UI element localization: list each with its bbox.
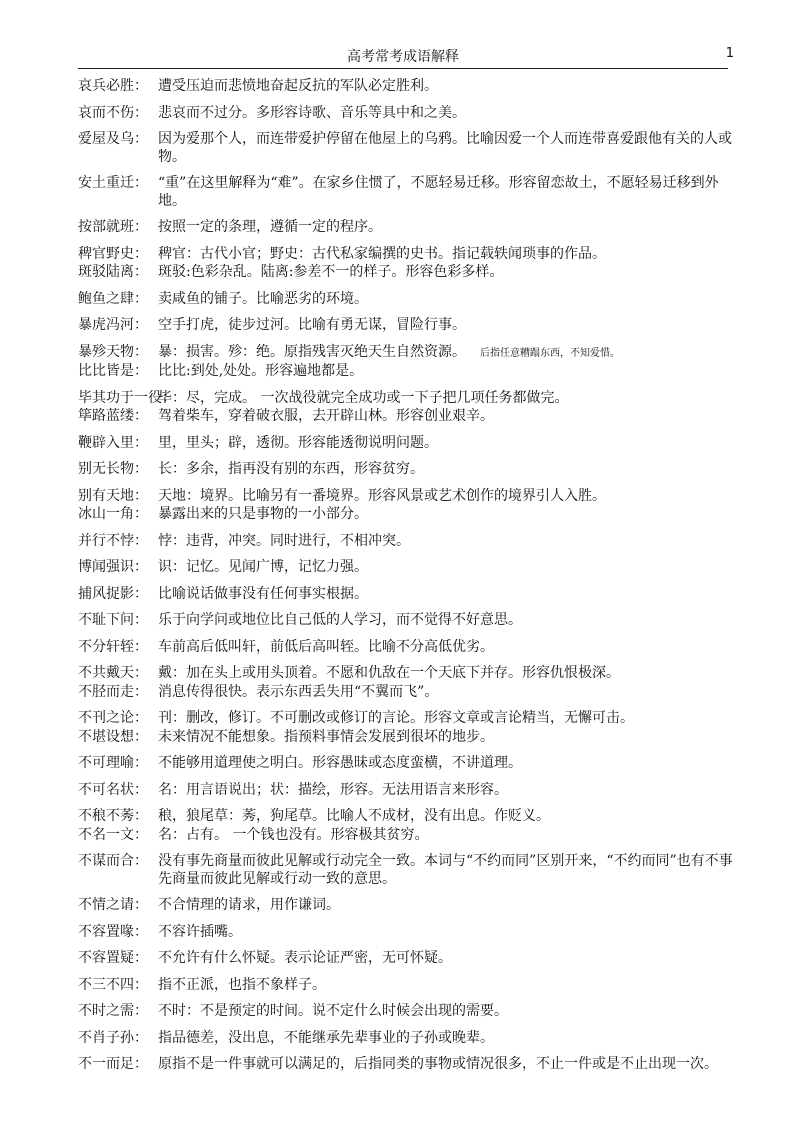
idiom-definition: “重”在这里解释为“难”。在家乡住惯了，不愿轻易迁移。形容留恋故土，不愿轻易迁移到外地。 [158,175,719,209]
idiom-entry [78,291,738,309]
idiom-term: 不情之请： [78,897,148,913]
idiom-definition: 原指不是一件事就可以满足的，后指同类的事物或情况很多，不止一件或是不止出现一次。 [158,1056,718,1072]
idiom-term: 不容置喙： [78,923,148,940]
idiom-definition: 不能够用道理使之明白。形容愚昧或态度蛮横，不讲道理。 [158,755,522,771]
idiom-definition: 稂，狼尾草：莠，狗尾草。比喻人不成材，没有出息。作贬义。 [158,808,550,824]
idiom-definition: 长：多余，指再没有别的东西，形容贫穷。 [158,461,424,477]
idiom-term: 博闻强识： [78,559,148,575]
idiom-definition: 名：占有。 一个钱也没有。形容极其贫穷。 [158,826,429,843]
idiom-definition: 悲哀而不过分。多形容诗歌、音乐等具中和之美。 [158,104,466,121]
idiom-entry [78,755,738,773]
idiom-entry [78,131,738,166]
idiom-entry [78,78,738,96]
idiom-entry [78,950,738,968]
idiom-entry [78,264,738,282]
idiom-term: 比比皆是： [78,363,148,379]
idiom-definition: 没有事先商量而彼此见解或行动完全一致。本词与“不约而同”区别开来，“不约而同”也有不事先商量而彼此见解或行动一致的意思。 [158,853,733,887]
idiom-definition: 识：记忆。见闻广博，记忆力强。 [158,559,368,575]
idiom-definition: 比比:到处,处处。形容遍地都是。 [158,363,364,379]
idiom-definition: 斑驳:色彩杂乱。陆离:参差不一的样子。形容色彩多样。 [158,264,504,280]
idiom-definition: 不合情理的请求，用作谦词。 [158,897,340,913]
idiom-term: 别有天地： [78,487,148,504]
idiom-term: 不容置疑： [78,950,148,966]
idiom-term: 安土重迁： [78,175,148,191]
idiom-definition: 消息传得很快。表示东西丢失用“不翼而飞”。 [158,683,439,700]
idiom-term: 毕其功于一役： [78,389,176,406]
idiom-term: 稗官野史： [78,245,148,262]
idiom-definition: 天地：境界。比喻另有一番境界。形容风景或艺术创作的境界引人入胜。 [158,487,606,504]
idiom-term: 不共戴天： [78,665,148,681]
idiom-entry [78,175,738,210]
idiom-entry [78,897,738,915]
page-header [78,44,734,69]
idiom-term: 筚路蓝缕： [78,408,148,424]
idiom-term: 不名一文： [78,826,148,843]
idiom-term: 不刊之论： [78,710,148,726]
idiom-entry [78,639,738,657]
idiom-entry [78,317,738,335]
idiom-definition: 比喻说话做事没有任何事实根据。 [158,585,368,602]
idiom-definition: 不时：不是预定的时间。说不定什么时候会出现的需要。 [158,1003,508,1019]
idiom-entry [78,684,738,702]
idiom-definition: 因为爱那个人，而连带爱护停留在他屋上的乌鸦。比喻因爱一个人而连带喜爱跟他有关的人或物。 [158,131,732,165]
idiom-definition: 空手打虎，徒步过河。比喻有勇无谋，冒险行事。 [158,317,466,333]
idiom-term: 不谋而合： [78,853,148,869]
definition-note: 后指任意糟蹋东西，不知爱惜。 [480,347,620,359]
idiom-entry [78,488,738,506]
idiom-term: 不稂不莠： [78,808,148,824]
idiom-definition: 指品德差，没出息，不能继承先辈事业的子孙或晚辈。 [158,1029,494,1046]
idiom-entry [78,612,738,630]
idiom-entry [78,977,738,995]
idiom-term: 暴殄天物： [78,343,148,360]
idiom-entry [78,105,738,123]
idiom-term: 捕风捉影： [78,585,148,602]
idiom-entry [78,853,738,888]
idiom-definition: 未来情况不能想象。指预料事情会发展到很坏的地步。 [158,728,494,745]
idiom-entry [78,559,738,577]
idiom-list [78,78,738,1083]
idiom-term: 不可理喻： [78,755,148,771]
idiom-definition: 卖咸鱼的铺子。比喻恶劣的环境。 [158,290,368,307]
idiom-term: 不胫而走： [78,683,148,700]
idiom-term: 不耻下问： [78,612,148,628]
idiom-term: 不时之需： [78,1003,148,1019]
idiom-entry [78,827,738,845]
idiom-entry [78,1003,738,1021]
idiom-entry [78,408,738,426]
idiom-term: 鞭辟入里： [78,434,148,451]
idiom-definition: 不容许插嘴。 [158,923,242,940]
idiom-term: 不分轩轾： [78,638,148,655]
page-title: 高考常考成语解释 [347,49,459,65]
idiom-entry [78,363,738,381]
idiom-definition: 里，里头；辟，透彻。形容能透彻说明问题。 [158,434,438,451]
idiom-entry [78,219,738,237]
idiom-definition [158,344,738,363]
idiom-entry [78,506,738,524]
idiom-definition: 车前高后低叫轩，前低后高叫轾。比喻不分高低优劣。 [158,638,494,655]
idiom-entry [78,586,738,604]
idiom-term: 不肖子孙： [78,1029,148,1046]
idiom-entry [78,710,738,728]
idiom-definition: 乐于向学问或地位比自己低的人学习，而不觉得不好意思。 [158,612,522,628]
idiom-definition: 毕：尽，完成。 一次战役就完全成功或一下子把几项任务都做完。 [158,389,569,406]
idiom-definition: 稗官：古代小官；野史：古代私家编撰的史书。指记载轶闻琐事的作品。 [158,245,606,262]
idiom-term: 不堪设想： [78,728,148,745]
idiom-entry [78,782,738,800]
idiom-definition: 刊：删改，修订。不可删改或修订的言论。形容文章或言论精当，无懈可击。 [158,710,634,726]
idiom-term: 不三不四： [78,976,148,993]
idiom-term: 按部就班： [78,219,148,235]
idiom-definition: 悖：违背，冲突。同时进行，不相冲突。 [158,532,410,549]
idiom-entry [78,435,738,453]
idiom-term: 哀而不伤： [78,104,148,121]
idiom-entry [78,729,738,747]
idiom-entry [78,665,738,683]
idiom-entry [78,1056,738,1074]
idiom-term: 哀兵必胜： [78,78,148,94]
idiom-definition: 不允许有什么怀疑。表示论证严密，无可怀疑。 [158,950,452,966]
idiom-term: 不一而足： [78,1056,148,1072]
idiom-term: 鲍鱼之肆： [78,290,148,307]
idiom-entry [78,808,738,826]
idiom-term: 并行不悖： [78,532,148,549]
idiom-entry [78,533,738,551]
idiom-term: 不可名状： [78,781,148,798]
idiom-entry [78,344,738,363]
idiom-entry [78,1030,738,1048]
idiom-definition: 暴露出来的只是事物的一小部分。 [158,506,368,522]
idiom-term: 爱屋及乌： [78,131,148,147]
idiom-entry [78,390,738,408]
idiom-entry [78,924,738,942]
idiom-definition: 戴：加在头上或用头顶着。不愿和仇敌在一个天底下并存。形容仇恨极深。 [158,665,620,681]
page-number: 1 [725,46,734,61]
idiom-entry [78,246,738,264]
definition-text: 暴：损害。殄：绝。原指残害灭绝天生自然资源。 [158,343,466,360]
idiom-term: 暴虎冯河： [78,317,148,333]
idiom-term: 别无长物： [78,461,148,477]
idiom-term: 冰山一角： [78,506,148,522]
idiom-definition: 名：用言语说出；状：描绘，形容。无法用语言来形容。 [158,781,508,798]
idiom-entry [78,461,738,479]
idiom-definition: 驾着柴车，穿着破衣服，去开辟山林。形容创业艰辛。 [158,408,494,424]
idiom-definition: 遭受压迫而悲愤地奋起反抗的军队必定胜利。 [158,78,438,94]
idiom-definition: 按照一定的条理，遵循一定的程序。 [158,219,382,235]
idiom-term: 斑驳陆离： [78,264,148,280]
idiom-definition: 指不正派，也指不象样子。 [158,976,326,993]
